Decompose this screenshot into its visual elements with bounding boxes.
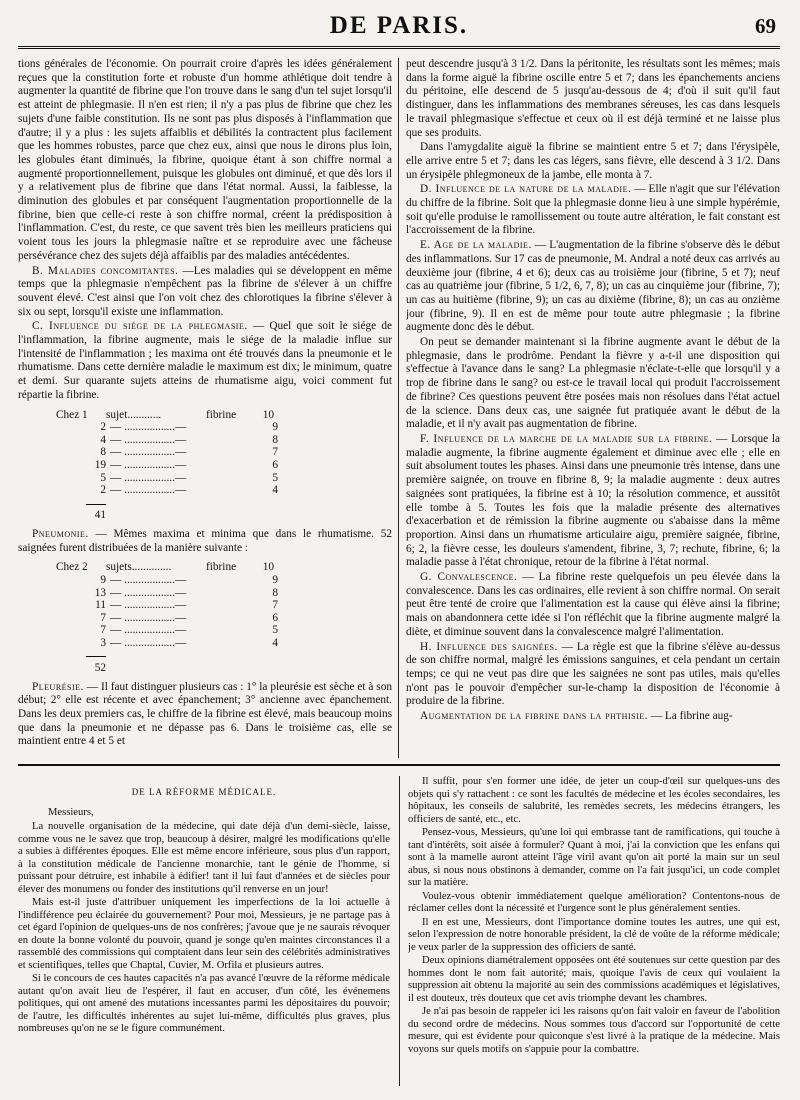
table-total-row	[56, 649, 392, 662]
paragraph: On peut se demander maintenant si la fibrine augmente avant le début de la phlegmasie, dans le prodrôme. Pendant la fièvre y a-t-il une disposition qui s'effectue à l'avance dans le sang? La phlegmasie n'éclate-t-elle que lorsqu'il y a trop de fibrine dans le sang? ou est-ce le travail local qui produit l'accroissement de fibrine? Ces questions peuvent être posées mais non résolues dans l'état actuel de la science. Dans deux cas, une saignée fut pratiquée avant le début de la maladie, et il n'y avait pas augmentation de fibrine.	[406, 336, 780, 431]
section-text: — La fibrine reste quelquefois un peu élevée dans la convalescence. Dans les cas ordinaires, elle revient à son chiffre normal. On serait peut être tenté de croire que l'alimentation est la cause qui élève ainsi la fibrine; mais on abandonnera cette idée si l'on réfléchit que la fibrine augmente malgré la diète, et diminue souvent dans la convalescence malgré l'alimentation.	[406, 571, 780, 638]
right-column	[406, 58, 780, 758]
section-text: — La fibrine aug-	[647, 710, 733, 723]
table-row	[56, 446, 392, 459]
section-heading: C. Influence du siége de la phlegmasie.	[32, 320, 248, 333]
table-value: 7	[272, 446, 278, 459]
paragraph: Il en est une, Messieurs, dont l'importance domine toutes les autres, une qui est, selon l'expression de notre honorable président, la clé de voûte de la réforme médicale; je veux parler de la suppression des officiers de santé.	[408, 916, 780, 953]
paragraph: Si le concours de ces hautes capacités n'a pas avancé l'œuvre de la réforme médicale autant qu'on avait lieu de l'espérer, il faut en accuser, d'un côté, les événemens politiques, qui ont amené des mutations incessantes parmi les dépositaires du pouvoir; de l'autre, les difficultés inhérentes au sujet lui-même, difficultés plus graves, plus nombreuses qu'on ne se le figure communément.	[18, 973, 390, 1034]
table-value: 10	[262, 408, 274, 421]
section-heading: B. Maladies concomitantes.	[32, 264, 179, 277]
section-phthisie	[406, 710, 780, 724]
paragraph: tions générales de l'économie. On pourrait croire d'après les idées généralement reçues que la constitution forte et robuste d'un homme athlétique doit tendre à augmenter la quantité de fibrine que l'on trouve dans le sang d'un tel sujet lorsqu'il est atteint de phlegmasie. Il n'en est rien; il n'y a pas plus de fibrine que chez les sujets d'une faible constitution. Ils ne sont pas plus disposés à l'inflammation que d'autre; il y a plus : les sujets affaiblis et débilités la contractent plus facilement que les hommes robustes, parce que chez eux, ainsi que nous le dirons plus loin, les globules étant diminués, la fibrine, quoique étant à son chiffre normal a augmenté proportionnellement, puisque les globules ont diminué, et que dès lors il y a relativement plus de fibrine que dans l'état normal. Aussi, la faiblesse, la diminution des globules et par conséquent l'augmentation proportionnelle de la fibrine, bien que celle-ci reste à son chiffre normal, créent la prédisposition à l'inflammation. C'est, du reste, ce que savent très bien les meilleurs praticiens qui voient tous les jours la phlegmasie naître et se reproduire avec une fâcheuse persévérance chez des sujets déjà affaiblis par des maladies antécédentes.	[18, 58, 392, 262]
table-dash: — ..................—	[110, 421, 187, 434]
article-title: DE LA RÉFORME MÉDICALE.	[131, 787, 277, 797]
table-total: 52	[94, 662, 106, 675]
section-text: — Mêmes maxima et minima que dans le rhumatisme. 52 saignées furent distribuées de la manière suivante :	[18, 527, 392, 554]
table-dash: — ..................—	[110, 484, 187, 497]
table-rows	[56, 574, 392, 650]
table-row	[56, 409, 392, 422]
table-label: sujet............	[106, 408, 162, 421]
section-c	[18, 320, 392, 402]
section-heading: Pleurésie.	[32, 680, 84, 693]
lower-article	[18, 776, 780, 1086]
table-value: 6	[272, 458, 278, 471]
paragraph: Mais est-il juste d'attribuer uniquement les imperfections de la loi actuelle à l'indifférence peu éclairée du gouvernement? Pour moi, Messieurs, je ne partage pas à cet égard l'opinion de quelques-uns de nos confrères; j'avoue que je ne saurais révoquer en doute la bonne volonté du pouvoir, quand je songe qu'en maintes circonstances il a rassemblé des commissions qui comptaient dans leur sein des célébrités administratives et scientifiques, telles que Chaptal, Cuvier, M. Orfila et plusieurs autres.	[18, 897, 390, 971]
newspaper-page	[18, 10, 780, 1090]
table-total-row	[56, 497, 392, 510]
paragraph: Pensez-vous, Messieurs, qu'une loi qui embrasse tant de ramifications, qui touche à tant d'intérêts, soit aisée à formuler? Quant à moi, j'ai la conviction que les enfans qui sont à la mamelle auront atteint l'âge viril avant qu'on ait porté la main sur un seul abus, si nous nous obstinons à demander, comme on l'a fait jusqu'ici, un code complet sur la matière.	[408, 827, 780, 888]
section-e	[406, 239, 780, 335]
section-f	[406, 433, 780, 570]
table-value: 10	[262, 561, 274, 574]
table-count: 7	[100, 611, 106, 624]
table-count: 9	[100, 573, 106, 586]
table-total: 41	[94, 509, 106, 522]
table-dash: — ..................—	[110, 624, 187, 637]
section-d	[406, 183, 780, 238]
paragraph: peut descendre jusqu'à 3 1/2. Dans la péritonite, les résultats sont les mêmes; mais dans la forme aiguë la fibrine oscille entre 5 et 7; dans les épanchements anciens du péritoine, elle descend de 5 jusqu'au-dessous de 4; d'où il suit qu'il faut distinguer, dans les inflammations des membranes séreuses, les cas dans lesquels le travail phlegmasique s'effectue et ceux où il est déjà terminé et ne laisse plus que ses produits.	[406, 58, 780, 139]
section-divider	[18, 764, 780, 766]
table-row	[56, 472, 392, 485]
section-heading: F. Influence de la marche de la maladie sur la fibrine.	[420, 432, 713, 445]
table-value: 8	[272, 433, 278, 446]
table-count: 4	[100, 433, 106, 446]
table-row	[56, 561, 392, 574]
table-count: 11	[95, 599, 106, 612]
upper-article	[18, 58, 780, 758]
table-value: 5	[272, 624, 278, 637]
masthead-title: DE PARIS.	[329, 12, 469, 39]
table-count: 1	[82, 408, 88, 421]
table-value: 6	[272, 611, 278, 624]
table-value: 9	[272, 421, 278, 434]
table-count: 7	[100, 624, 106, 637]
table-rows	[56, 421, 392, 497]
paragraph: Deux opinions diamétralement opposées ont été soutenues sur cette question par des hommes dont le nom fait autorité; mais, quoique l'avis de ceux qui voulaient la suppression ait obtenu la majorité au sein des commissions académiques et législatives, il est douteux, très douteux que cet avis triomphe devant les chambres.	[408, 955, 780, 1004]
lower-left-column	[18, 776, 390, 1086]
table-value: 5	[272, 471, 278, 484]
left-column	[18, 58, 392, 758]
table-count: 2	[82, 561, 88, 574]
section-text: — Lorsque la maladie augmente, la fibrine augmente également et diminue avec elle ; elle en suit absolument toutes les phases. Ainsi dans une pneumonie très intense, dans une première saignée, on trouve en fibrine 8, 9; la maladie augmente : deux autres saignées sont pratiquées, la fibrine est à 10; la résolution commence, et aussitôt elle tombe à 5. Toutes les fois que la maladie présente des alternatives d'exacerbation et de rémission la fibrine augmente ou s'abaisse dans la même proportion. Ainsi dans un rhumatisme articulaire aigu, première saignée, fibrine, 6; 2, la fièvre cesse, les douleurs s'amendent, fibrine, 3, 7; rechute, fibrine, 6; la maladie passe à l'état chronique, retour de la fibrine à l'état normal.	[406, 432, 780, 569]
table-dash: — ..................—	[110, 433, 187, 446]
table-dash: — ..................—	[110, 599, 187, 612]
table-count: 8	[100, 446, 106, 459]
sum-rule	[86, 504, 106, 505]
section-heading: E. Age de la maladie.	[420, 239, 532, 252]
paragraph: Je n'ai pas besoin de rappeler ici les raisons qu'on fait valoir en faveur de l'abolition du second ordre de médecins. Nous sommes tous d'accord sur l'opportunité de cette mesure, qui est évidente pour quiconque s'est livré à la pratique de la médecine. Mais voyons sur quels motifs on s'appuie pour la combattre.	[408, 1006, 780, 1055]
table-row	[56, 421, 392, 434]
table-value: 9	[272, 573, 278, 586]
table-row	[56, 637, 392, 650]
table-count: 5	[100, 471, 106, 484]
column-divider	[399, 776, 400, 1086]
pneumonia-fibrine-table	[56, 561, 392, 674]
table-value: 8	[272, 586, 278, 599]
section-pleuresie	[18, 681, 392, 750]
paragraph: La nouvelle organisation de la médecine, qui date déjà d'un demi-siècle, laisse, comme vous ne le savez que trop, beaucoup à désirer, malgré les modifications qu'elle a subies à différentes époques. Elle est même encore inférieure, sous plus d'un rapport, à la constitution médicale de l'ancienne monarchie, tant le génie de l'homme, si puissant pour détruire, est inhabile à édifier! tant il lui faut d'années et de siècles pour élever des monumens ou fonder des institutions qu'il renverse en un jour!	[18, 821, 390, 895]
section-b	[18, 265, 392, 320]
section-heading: Augmentation de la fibrine dans la phthisie.	[420, 710, 648, 723]
section-heading: G. Convalescence.	[420, 571, 518, 584]
column-divider	[398, 58, 399, 758]
table-dash: — ..................—	[110, 458, 187, 471]
section-pneumonie	[18, 528, 392, 555]
table-count: 13	[94, 586, 106, 599]
table-count: 3	[100, 636, 106, 649]
table-prefix: Chez	[56, 561, 80, 574]
table-dash: — ..................—	[110, 636, 187, 649]
table-value: 4	[272, 636, 278, 649]
section-text: — La règle est que la fibrine s'élève au-dessus de son chiffre normal, malgré les émissions sanguines, et cela pendant un certain temps; ce qui ne veut pas dire que les saignées ne sont pas utiles, mais qu'elles n'ont pas le pouvoir d'empêcher sur-le-champ la disposition de l'économie à produire de la fibrine.	[406, 640, 780, 708]
table-row	[56, 459, 392, 472]
section-text: —Les maladies qui se développent en même temps que la phlegmasie n'empêchent pas la fibrine de s'élever à un chiffre souvent élevé. C'est ainsi que l'on voit chez des chlorotiques la fibrine s'élever à six ou sept, lorsqu'il existe une inflammation.	[18, 264, 392, 318]
table-prefix: Chez	[56, 408, 80, 421]
section-h	[406, 641, 780, 710]
table-count: 2	[100, 484, 106, 497]
table-dash: — ..................—	[110, 471, 187, 484]
table-row	[56, 612, 392, 625]
paragraph: Dans l'amygdalite aiguë la fibrine se maintient entre 5 et 7; dans l'érysipèle, elle arrive entre 5 et 7; dans les cas légers, sans fièvre, elle descend à 3 1/2. Dans un érysipèle phlegmoneux de la jambe, elle monta à 7.	[406, 141, 780, 181]
table-dash: — ..................—	[110, 611, 187, 624]
table-label: fibrine	[206, 561, 237, 574]
section-heading: Pneumonie.	[32, 527, 89, 540]
section-text: — Elle n'agit que sur l'élévation du chiffre de la fibrine. Soit que la phlegmasie donne lieu à une simple hypérémie, soit qu'elle produise le ramollissement ou toute autre altération, le fait constant est l'accroissement de la fibrine.	[406, 183, 780, 237]
table-row	[56, 599, 392, 612]
section-heading: D. Influence de la nature de la maladie.	[420, 183, 632, 196]
table-row	[56, 624, 392, 637]
rheumatism-fibrine-table	[56, 409, 392, 522]
lower-right-column	[408, 776, 780, 1086]
page-number: 69	[755, 14, 776, 38]
table-row	[56, 484, 392, 497]
masthead	[18, 10, 780, 49]
salutation: Messieurs,	[48, 806, 94, 818]
table-label: sujets..............	[106, 561, 172, 574]
table-dash: — ..................—	[110, 446, 187, 459]
table-dash: — ..................—	[110, 586, 187, 599]
section-text: — Quel que soit le siége de l'inflammation, la fibrine augmente, mais le siége de la maladie influe sur l'intensité de l'inflammation ; les maxima ont été trouvés dans la pneumonie et le rhumatisme. Dans cette dernière maladie le maximum est dix; le minimum, quatre et demi. Sur quarante sujets atteins de rhumatisme aigu, voici comment fut répartie la fibrine.	[18, 320, 392, 401]
table-count: 2	[100, 421, 106, 434]
sum-rule	[86, 656, 106, 657]
table-dash: — ..................—	[110, 573, 187, 586]
section-text: — Il faut distinguer plusieurs cas : 1° la pleurésie est sèche et à son début; 2° elle est récente et avec épanchement; 3° ancienne avec épanchement. Dans les deux premiers cas, le chiffre de la fibrine est élevé, mais beaucoup moins que dans la pneumonie et ne dépasse pas 6. Dans le troisième cas, elle se maintient entre 4 et 5 et	[18, 680, 392, 748]
table-value: 4	[272, 484, 278, 497]
section-heading: H. Influence des saignées.	[420, 640, 558, 653]
table-row	[56, 574, 392, 587]
table-row	[56, 434, 392, 447]
table-row	[56, 587, 392, 600]
section-text: — L'augmentation de la fibrine s'observe dès le début des inflammations. Sur 17 cas de pneumonie, M. Andral a noté deux cas arrivés au deuxième jour (fibrine, 4 et 6); deux cas au troisième jour (fibrine, 5 et 7); neuf cas au quatrième jour (fibrine, 5 1/2, 6, 7, 8); un cas au cinquième jour (fibrine, 7); un cas au huitième (fibrine, 9); un cas au dixième (fibrine, 8); un cas au onzième jour (fibrine, 9). Il en est de même pour toute autre phlegmasie ; la fibrine augmente donc dès le début.	[406, 239, 780, 334]
table-label: fibrine	[206, 408, 237, 421]
paragraph: Il suffit, pour s'en former une idée, de jeter un coup-d'œil sur quelques-uns des objets qui s'y rattachent : ce sont les facultés de médecine et les écoles secondaires, les hôpitaux, les conseils de salubrité, les remèdes secrets, les médecins étrangers, les officiers de santé, etc., etc.	[408, 776, 780, 825]
section-g	[406, 571, 780, 640]
table-value: 7	[272, 599, 278, 612]
paragraph: Voulez-vous obtenir immédiatement quelque amélioration? Contentons-nous de réclamer celles dont la nécessité et l'urgence sont le plus généralement senties.	[408, 890, 780, 914]
table-count: 19	[94, 458, 106, 471]
